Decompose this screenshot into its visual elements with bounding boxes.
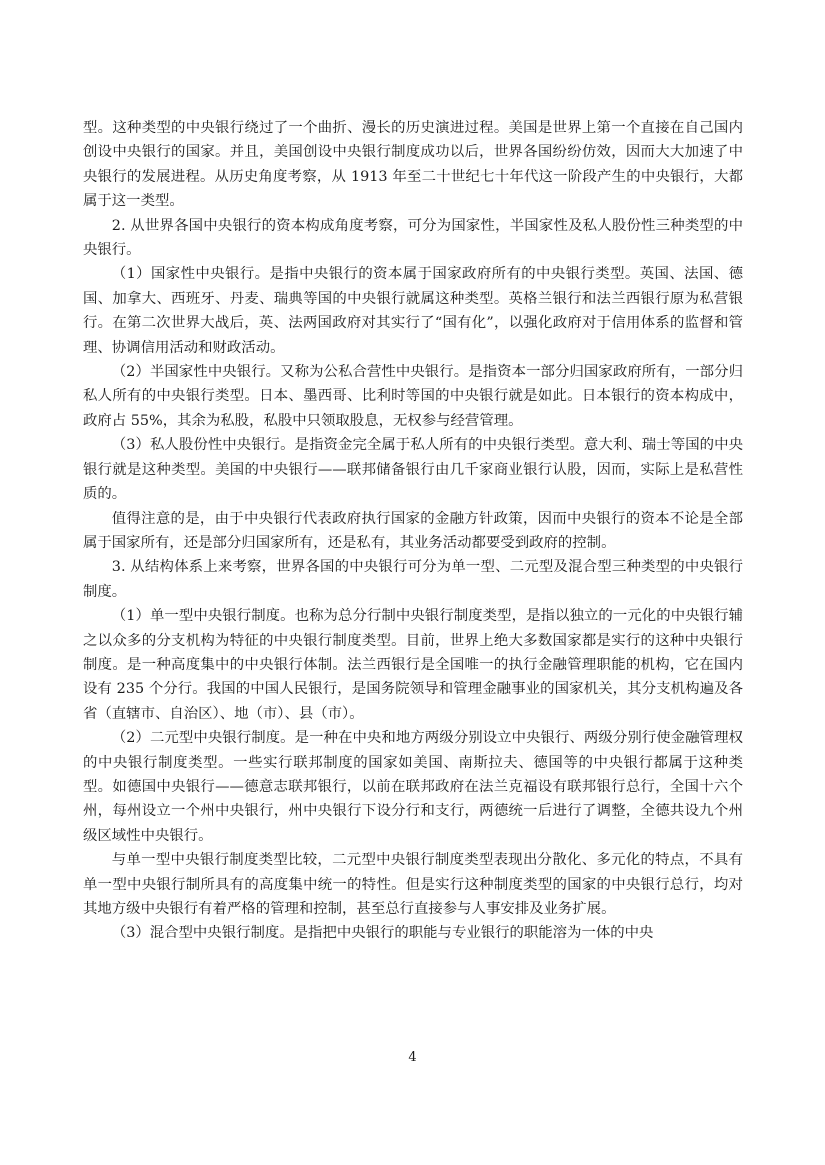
paragraph-10: 与单一型中央银行制度类型比较，二元型中央银行制度类型表现出分散化、多元化的特点，不具有单一型中央银行制所具有的高度集中统一的特性。但是实行这种制度类型的国家的中央银行总行，均对其地方级中央银行有着严格的管理和控制，甚至总行直接参与人事安排及业务扩展。 xyxy=(83,852,743,917)
paragraph-6: 值得注意的是，由于中央银行代表政府执行国家的金融方针政策，因而中央银行的资本不论是全部属于国家所有，还是部分归国家所有，还是私有，其业务活动都要受到政府的控制。 xyxy=(83,510,743,551)
paragraph-1: 型。这种类型的中央银行绕过了一个曲折、漫长的历史演进过程。美国是世界上第一个直接在自己国内创设中央银行的国家。并且，美国创设中央银行制度成功以后，世界各国纷纷仿效，因而大大加速了中央银行的发展进程。从历史角度考察，从 1913 年至二十世纪七十年代这一阶段产生的中央银行，大都属于这一类型。 xyxy=(83,120,743,210)
paragraph-9: （2）二元型中央银行制度。是一种在中央和地方两级分别设立中央银行、两级分别行使金融管理权的中央银行制度类型。一些实行联邦制度的国家如美国、南斯拉夫、德国等的中央银行都属于这种类型。如德国中央银行——德意志联邦银行，以前在联邦政府在法兰克福设有联邦银行总行，全国十六个州，每州设立一个州中央银行，州中央银行下设分行和支行，两德统一后进行了调整，全德共设九个州级区域性中央银行。 xyxy=(83,730,743,844)
paragraph-5: （3）私人股份性中央银行。是指资金完全属于私人所有的中央银行类型。意大利、瑞士等国的中央银行就是这种类型。美国的中央银行——联邦储备银行由几千家商业银行认股，因而，实际上是私营性质的。 xyxy=(83,437,743,503)
paragraph-3: （1）国家性中央银行。是指中央银行的资本属于国家政府所有的中央银行类型。英国、法国、德国、加拿大、西班牙、丹麦、瑞典等国的中央银行就属这种类型。英格兰银行和法兰西银行原为私营银行。在第二次世界大战后，英、法两国政府对其实行了“国有化”，以强化政府对于信用体系的监督和管理、协调信用活动和财政活动。 xyxy=(83,266,743,356)
paragraph-8: （1）单一型中央银行制度。也称为总分行制中央银行制度类型，是指以独立的一元化的中央银行辅之以众多的分支机构为特征的中央银行制度类型。目前，世界上绝大多数国家都是实行的这种中央银行制度。是一种高度集中的中央银行体制。法兰西银行是全国唯一的执行金融管理职能的机构，它在国内设有 235 个分行。我国的中国人民银行，是国务院领导和管理金融事业的国家机关，其分支机构遍及各省（直辖市、自治区）、地（市）、县（市）。 xyxy=(83,608,743,722)
document-body xyxy=(83,116,743,946)
paragraph-2: 2. 从世界各国中央银行的资本构成角度考察，可分为国家性，半国家性及私人股份性三种类型的中央银行。 xyxy=(83,217,743,259)
paragraph-4: （2）半国家性中央银行。又称为公私合营性中央银行。是指资本一部分归国家政府所有，一部分归私人所有的中央银行类型。日本、墨西哥、比利时等国的中央银行就是如此。日本银行的资本构成中，政府占 55%，其余为私股，私股中只领取股息，无权参与经营管理。 xyxy=(83,364,743,429)
paragraph-7: 3. 从结构体系上来考察，世界各国的中央银行可分为单一型、二元型及混合型三种类型的中央银行制度。 xyxy=(83,559,743,600)
paragraph-11: （3）混合型中央银行制度。是指把中央银行的职能与专业银行的职能溶为一体的中央 xyxy=(111,925,654,942)
page-number: 4 xyxy=(408,1050,417,1065)
